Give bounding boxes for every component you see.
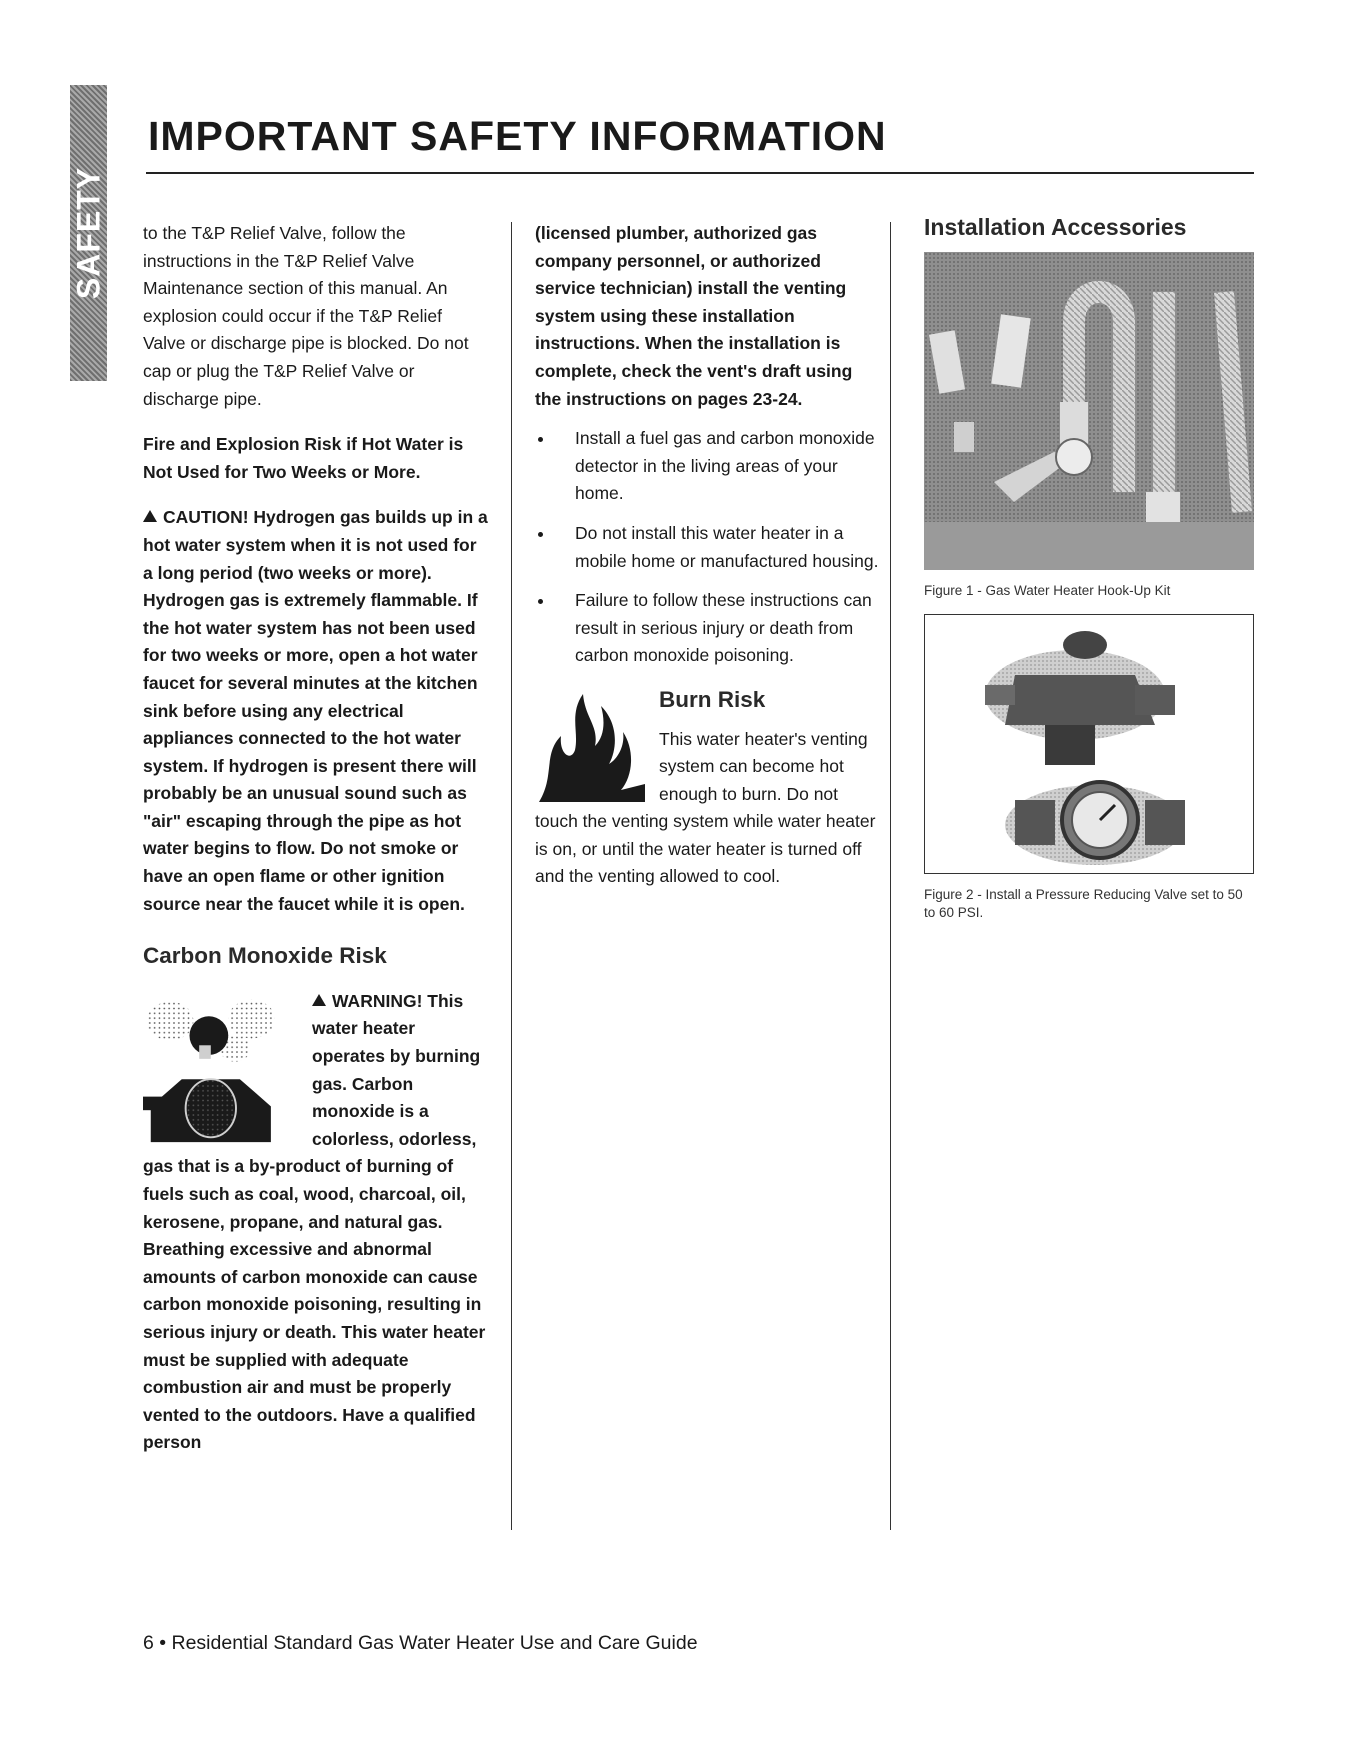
list-item: Do not install this water heater in a mobile home or manufactured housing.: [535, 520, 880, 575]
burn-risk-text: This water heater's venting system can become hot enough to burn. Do not touch the venting system while water heater is on, or until the water heater is turned off and the venting allowed to cool.: [535, 728, 876, 887]
burn-risk-heading: Burn Risk: [659, 686, 766, 712]
list-item: Failure to follow these instructions can result in serious injury or death from carbon monoxide poisoning.: [535, 587, 880, 670]
tp-valve-paragraph: to the T&P Relief Valve, follow the instructions in the T&P Relief Valve Maintenance section of this manual. An explosion could occur if the T&P Relief Valve or discharge pipe is blocked. Do not cap or plug the T&P Relief Valve or discharge pipe.: [143, 223, 469, 409]
figure-1-caption: Figure 1 - Gas Water Heater Hook-Up Kit: [924, 582, 1171, 598]
warning-triangle-icon: [312, 994, 326, 1006]
safety-bullet-list: [535, 425, 880, 670]
carbon-monoxide-person-icon: [143, 992, 298, 1147]
column-3: [924, 214, 1254, 936]
page-footer: 6 • Residential Standard Gas Water Heater Use and Care Guide: [143, 1632, 698, 1654]
fire-explosion-heading: Fire and Explosion Risk if Hot Water is Not Used for Two Weeks or More.: [143, 434, 464, 482]
section-tab-label: SAFETY: [70, 166, 106, 300]
column-2: [535, 220, 880, 891]
flame-icon: [535, 684, 647, 804]
title-rule: [146, 172, 1254, 174]
list-item: Install a fuel gas and carbon monoxide detector in the living areas of your home.: [535, 425, 880, 508]
caution-text: CAUTION! Hydrogen gas builds up in a hot water system when it is not used for a long period (two weeks or more). Hydrogen gas is extremely flammable. If the hot water system has not been used for two weeks or more, open a hot water faucet for several minutes at the kitchen sink before using any electrical appliances connected to the hot water system. If hydrogen is present there will probably be an unusual sound such as "air" escaping through the pipe as hot water begins to flow. Do not smoke or have an open flame or other ignition source near the faucet while it is open.: [143, 507, 488, 914]
venting-instructions-paragraph: (licensed plumber, authorized gas company personnel, or authorized service technician) install the venting system using these installation instructions. When the installation is complete, check the vent's draft using the instructions on pages 23-24.: [535, 223, 853, 409]
figure-2-frame: [924, 614, 1254, 874]
warning-paragraph: [143, 988, 488, 1457]
column-1: [143, 220, 488, 1457]
carbon-monoxide-heading: Carbon Monoxide Risk: [143, 943, 387, 969]
warning-text: WARNING! This water heater operates by burning gas. Carbon monoxide is a colorless, odorless, gas that is a by-product of burning of fuels such as coal, wood, charcoal, oil, kerosene, propane, and natural gas. Breathing excessive and abnormal amounts of carbon monoxide can cause carbon monoxide poisoning, resulting in serious injury or death. This water heater must be supplied with adequate combustion air and must be properly vented to the outdoors. Have a qualified person: [143, 990, 486, 1453]
caution-paragraph: [143, 504, 488, 918]
hook-up-kit-photo: [924, 252, 1254, 570]
installation-accessories-heading: Installation Accessories: [924, 214, 1187, 240]
warning-triangle-icon: [143, 510, 157, 522]
pressure-reducing-valve-photo: [925, 615, 1253, 873]
column-divider-2: [890, 222, 891, 1530]
figure-2-caption: Figure 2 - Install a Pressure Reducing Valve set to 50 to 60 PSI.: [924, 886, 1243, 920]
burn-risk-section: [535, 684, 880, 891]
column-divider-1: [511, 222, 512, 1530]
page-title: IMPORTANT SAFETY INFORMATION: [148, 113, 887, 159]
section-tab: [70, 85, 107, 381]
